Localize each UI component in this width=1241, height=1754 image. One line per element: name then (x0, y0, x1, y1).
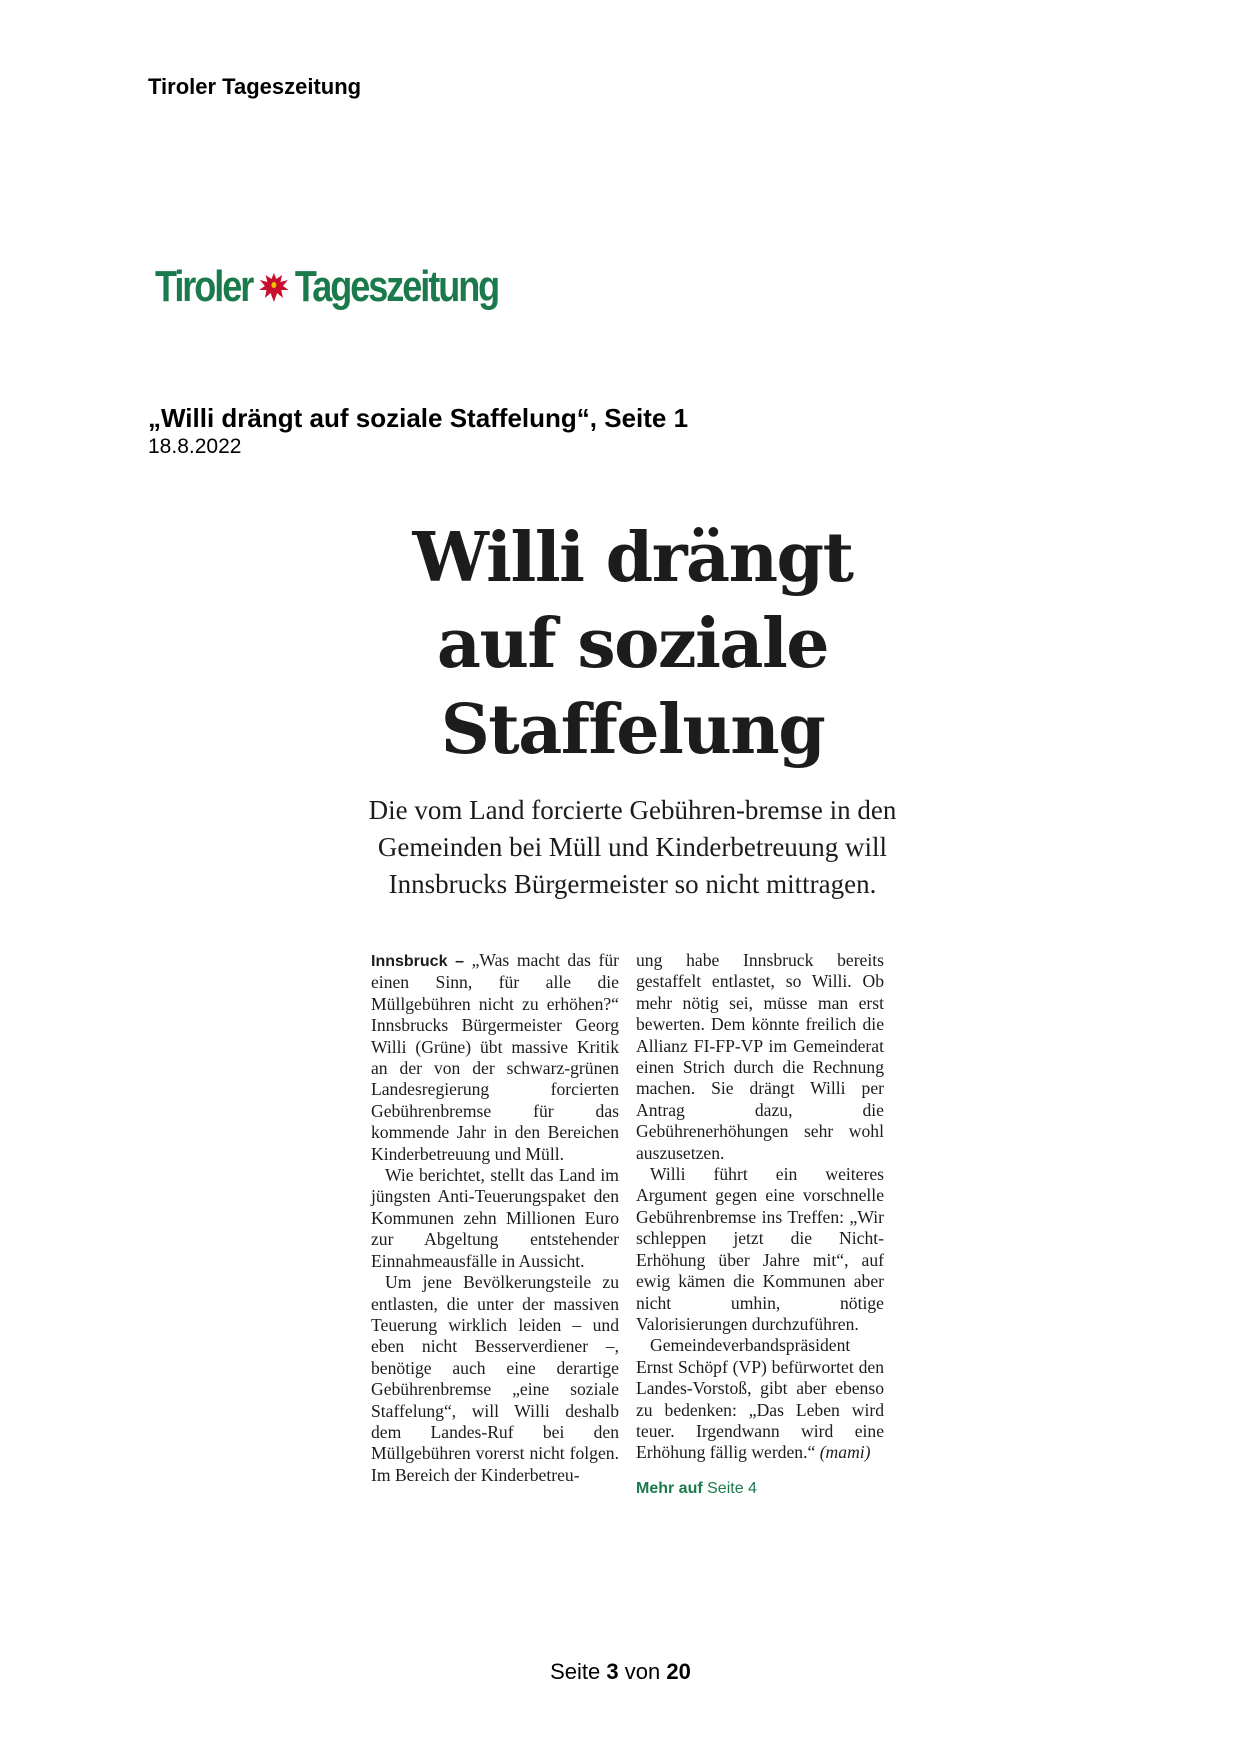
footer-page-total: 20 (666, 1659, 691, 1684)
paragraph-text: Gemeindeverbandspräsident Ernst Schöpf (VP) befürwortet den Landes-Vorstoß, gibt aber ebenso zu bedenken: „Das Leben wird teuer. Irgendwann wird eine Erhöhung fällig werden.“ (636, 1335, 884, 1463)
logo-text-tageszeitung: Tageszeitung (294, 262, 499, 311)
headline-line: auf soziale (436, 604, 829, 684)
article-paragraph: Willi führt ein weiteres Argument gegen eine vorschnelle Gebührenbremse ins Treffen: „Wir schleppen jetzt die Nicht-Erhöhung über Jahre mit“, auf ewig kämen die Kommunen aber nicht umhin, nötige Valorisierungen durchzuführen. (636, 1164, 884, 1334)
newspaper-logo (155, 262, 498, 312)
document-source: Tiroler Tageszeitung (148, 74, 362, 99)
page-footer (0, 1659, 1241, 1685)
more-reference (636, 1478, 884, 1499)
article-paragraph: Um jene Bevölkerungsteile zu entlasten, die unter der massiven Teuerung wirklich leiden – und eben nicht Besserverdiener –, benötige auch eine derartige Gebührenbremse „eine soziale Staffelung“, will Willi deshalb dem Landes-Ruf bei den Müllgebühren vorerst nicht folgen. Im Bereich der Kinderbetreu- (371, 1272, 619, 1485)
article-paragraph: ung habe Innsbruck bereits gestaffelt entlastet, so Willi. Ob mehr nötig sei, müsse man erst bewerten. Dem könnte freilich die Allianz FI-FP-VP im Gemeinderat einen Strich durch die Rechnung machen. Sie drängt Willi per Antrag dazu, die Gebührenerhöhungen sehr wohl auszusetzen. (636, 950, 884, 1163)
footer-mid: von (624, 1659, 661, 1684)
paragraph-text: „Was macht das für einen Sinn, für alle die Müllgebühren nicht zu erhöhen?“ Innsbrucks Bürgermeister Georg Willi (Grüne) übt massive Kritik an der von der schwarz-grünen Landesregierung forcierten Gebührenbremse für das kommende Jahr in den Bereichen Kinderbetreuung und Müll. (371, 950, 619, 1164)
more-label: Mehr auf (636, 1479, 703, 1497)
article-dateline: Innsbruck – (371, 953, 464, 970)
headline-line: Staffelung (440, 690, 825, 770)
article-column-1 (371, 950, 619, 1486)
article-lead: Die vom Land forcierte Gebühren-bremse in den Gemeinden bei Müll und Kinderbetreuung will Innsbrucks Bürgermeister so nicht mittragen. (368, 795, 897, 899)
article-paragraph (636, 1335, 884, 1463)
more-page: Seite 4 (707, 1479, 757, 1497)
headline-line: Willi drängt (412, 518, 853, 598)
logo-text-tiroler: Tiroler (155, 262, 253, 311)
footer-page-number: 3 (606, 1659, 619, 1684)
article-author: (mami) (819, 1442, 871, 1463)
clip-title: „Willi drängt auf soziale Staffelung“, Seite 1 (148, 403, 689, 433)
tyrol-eagle-icon (257, 269, 290, 305)
article-column-2 (636, 950, 884, 1499)
clip-date: 18.8.2022 (148, 435, 242, 458)
article-headline (360, 515, 905, 773)
footer-prefix: Seite (550, 1659, 601, 1684)
article-paragraph: Wie berichtet, stellt das Land im jüngsten Anti-Teuerungspaket den Kommunen zehn Millionen Euro zur Abgeltung entstehender Einnahmeausfälle in Aussicht. (371, 1165, 619, 1271)
article-paragraph (371, 950, 619, 1165)
